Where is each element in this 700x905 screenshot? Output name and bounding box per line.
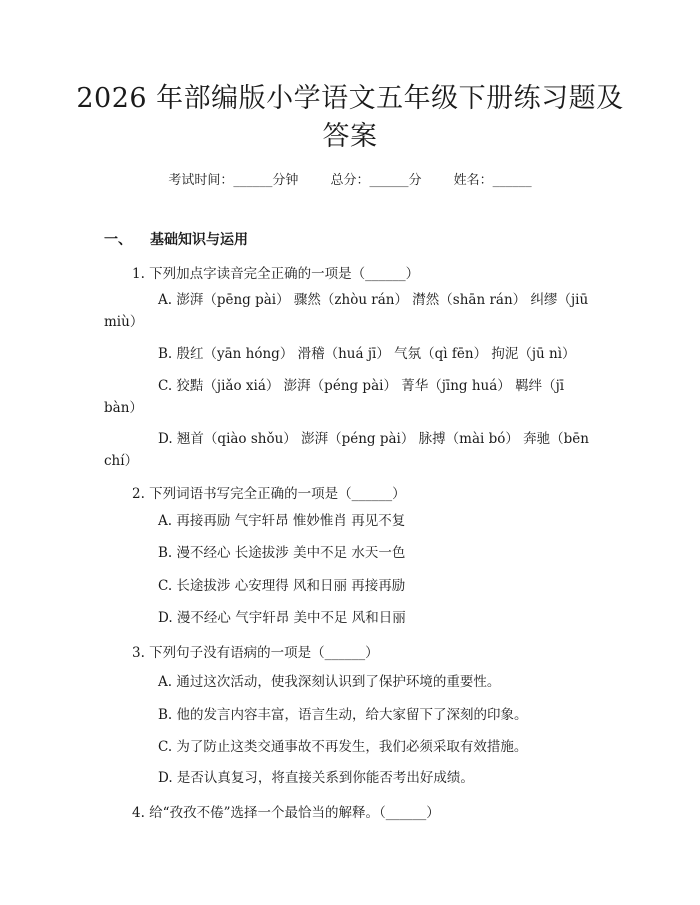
exam-meta	[0, 169, 700, 188]
title-line-1: 2026 年部编版小学语文五年级下册练习题及	[76, 83, 624, 114]
question-1-stem: 1. 下列加点字读音完全正确的一项是（______）	[132, 266, 420, 282]
question-2-option-a: A. 再接再励 气宇轩昂 惟妙惟肖 再见不复	[158, 513, 406, 529]
question-1-option-c: C. 狡黠（jiǎo xiá） 澎湃（péng pài） 菁华（jīng huá） 羁绊（jī bàn）	[104, 378, 565, 416]
question-2-stem: 2. 下列词语书写完全正确的一项是（______）	[132, 486, 406, 502]
question-4-stem: 4. 给“孜孜不倦”选择一个最恰当的解释。（______）	[132, 805, 440, 821]
question-3-option-b: B. 他的发言内容丰富，语言生动，给大家留下了深刻的印象。	[158, 707, 528, 723]
section-title: 基础知识与运用	[150, 232, 248, 248]
student-name-field: 姓名：______	[453, 173, 532, 188]
question-1-option-d: D. 翘首（qiào shǒu） 澎湃（péng pài） 脉搏（mài bó） 奔驰（bēn chí）	[104, 431, 589, 469]
question-3-stem: 3. 下列句子没有语病的一项是（______）	[132, 645, 379, 661]
exam-time-field: 考试时间：______分钟	[168, 173, 299, 188]
question-3-option-c: C. 为了防止这类交通事故不再发生，我们必须采取有效措施。	[158, 739, 528, 755]
question-1-option-a: A. 澎湃（pēng pài） 骤然（zhòu rán） 潸然（shān rán） 纠缪（jiū miù）	[104, 292, 589, 330]
page-title	[60, 80, 640, 156]
question-2-option-b: B. 漫不经心 长途拔涉 美中不足 水天一色	[158, 545, 406, 561]
question-3-option-a: A. 通过这次活动，使我深刻认识到了保护环境的重要性。	[158, 674, 501, 690]
section-heading	[104, 229, 248, 249]
question-3-option-d: D. 是否认真复习，将直接关系到你能否考出好成绩。	[158, 770, 474, 786]
question-1-option-b: B. 殷红（yān hóng） 滑稽（huá jī） 气氛（qì fēn） 拘泥（jū nì）	[158, 346, 576, 362]
title-line-2: 答案	[322, 121, 378, 152]
question-2-option-c: C. 长途拔涉 心安理得 风和日丽 再接再励	[158, 578, 406, 594]
section-number: 一、	[104, 232, 132, 248]
question-2-option-d: D. 漫不经心 气宇轩昂 美中不足 风和日丽	[158, 610, 406, 626]
total-score-field: 总分：______分	[330, 173, 422, 188]
